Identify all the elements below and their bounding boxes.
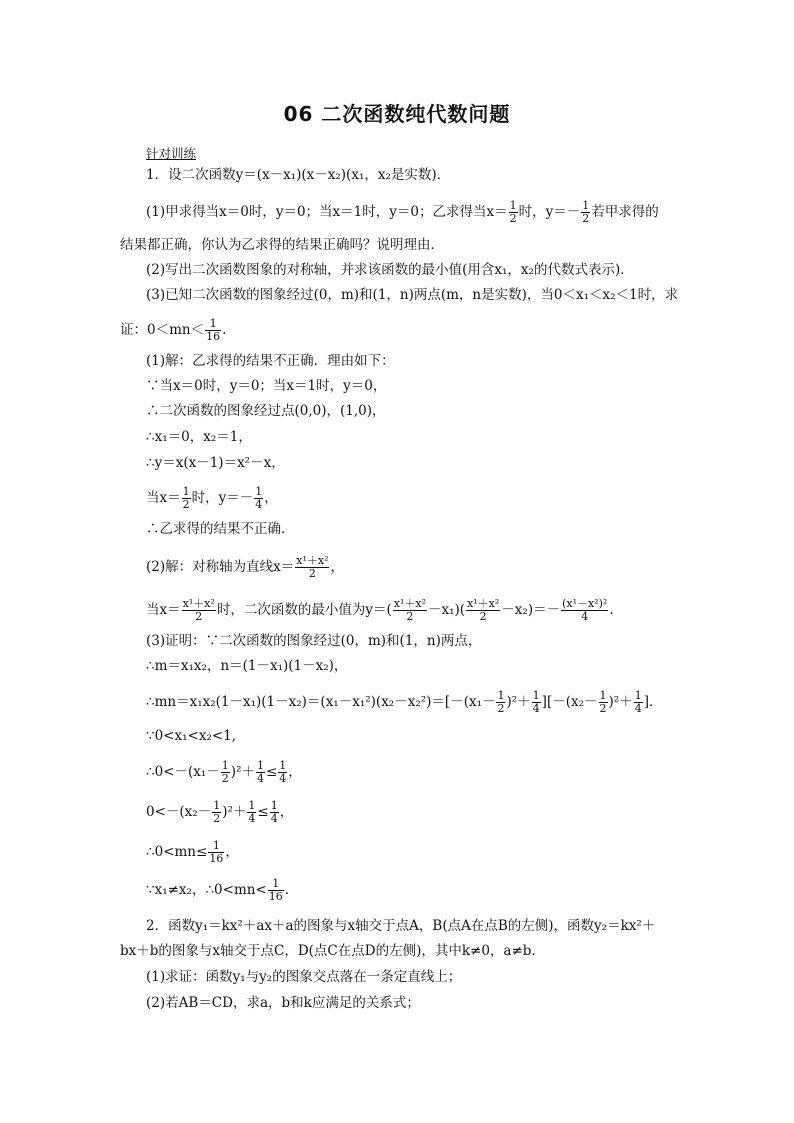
solution-line: 当x＝ $\frac{1}{2}$ 时，y＝－ $\frac{1}{4}$ ， bbox=[146, 485, 278, 511]
fraction-quarter: $\frac{1}{4}$ bbox=[270, 799, 278, 825]
solution-line: ∴0<mn≤ $\frac{1}{16}$ ， bbox=[146, 839, 239, 865]
fraction-1-16: $\frac{1}{16}$ bbox=[268, 877, 283, 903]
section-tag: 针对训练 bbox=[146, 146, 197, 161]
fraction-half: $\frac{1}{2}$ bbox=[582, 199, 590, 225]
fraction-diff-over-4: $\frac{\text{(x¹－x²)²}}{4}$ bbox=[562, 597, 608, 623]
fraction-quarter: $\frac{1}{4}$ bbox=[255, 485, 263, 511]
page-title: 06 二次函数纯代数问题 bbox=[283, 102, 511, 126]
fraction-half: $\frac{1}{2}$ bbox=[221, 759, 229, 785]
fraction-sum-over-2: $\frac{\text{x¹＋x²}}{2}$ bbox=[182, 597, 215, 623]
solution-line: 当x＝ $\frac{\text{x¹＋x²}}{2}$ 时，二次函数的最小值为y＝( $\frac{\text{x¹＋x²}}{2}$ －x₁)( $\frac{\text{x¹＋x²}}{2}$ －x₂)＝－ $\frac{\text{(x¹－x²)²}}{4}$ . bbox=[146, 597, 614, 623]
fraction-half: $\frac{1}{2}$ bbox=[599, 689, 607, 715]
question-1-part-1-cont: 结果都正确，你认为乙求得的结果正确吗？说明理由． bbox=[120, 237, 444, 253]
solution-line: ∴y＝x(x－1)＝x²－x， bbox=[146, 455, 285, 471]
fraction-half: $\frac{1}{2}$ bbox=[213, 799, 221, 825]
question-2-cont: bx＋b的图象与x轴交于点C，D(点C在点D的左侧)，其中k≠0，a≠b． bbox=[120, 943, 545, 959]
fraction-sum-over-2: $\frac{\text{x¹＋x²}}{2}$ bbox=[296, 554, 329, 580]
fraction-quarter: $\frac{1}{4}$ bbox=[279, 759, 287, 785]
fraction-quarter: $\frac{1}{4}$ bbox=[256, 759, 264, 785]
fraction-half: $\frac{1}{2}$ bbox=[497, 689, 505, 715]
solution-line: (3)证明：∵二次函数的图象经过(0，m)和(1，n)两点， bbox=[146, 633, 482, 649]
question-1-part-1: (1)甲求得当x＝0时，y＝0；当x＝1时，y＝0；乙求得当x＝ $\frac{1}{2}$ 时，y＝－ $\frac{1}{2}$ 若甲求得的 bbox=[146, 199, 659, 225]
fraction-sum-over-2: $\frac{\text{x¹＋x²}}{2}$ bbox=[467, 597, 500, 623]
fraction-1-16: $\frac{1}{16}$ bbox=[209, 839, 224, 865]
solution-line: (1)解：乙求得的结果不正确．理由如下： bbox=[146, 353, 395, 369]
question-1-part-2: (2)写出二次函数图象的对称轴，并求该函数的最小值(用含x₁，x₂的代数式表示)． bbox=[146, 262, 634, 278]
solution-line: ∵x₁≠x₂，∴0<mn< $\frac{1}{16}$ . bbox=[146, 877, 290, 903]
fraction-quarter: $\frac{1}{4}$ bbox=[248, 799, 256, 825]
fraction-1-16: $\frac{1}{16}$ bbox=[206, 317, 221, 343]
solution-line: ∴mn＝x₁x₂(1－x₁)(1－x₂)＝(x₁－x₁²)(x₂－x₂²)＝[－(x₁－ $\frac{1}{2}$ )²＋ $\frac{1}{4}$ ][－(x₂－ $\frac{1}{2}$ )²＋ $\frac{1}{4}$ ]． bbox=[146, 689, 663, 715]
question-1: 1．设二次函数y＝(x－x₁)(x－x₂)(x₁，x₂是实数)． bbox=[146, 167, 451, 183]
solution-line: 0<－(x₂－ $\frac{1}{2}$ )²＋ $\frac{1}{4}$ ≤ $\frac{1}{4}$ ， bbox=[146, 799, 294, 825]
fraction-sum-over-2: $\frac{\text{x¹＋x²}}{2}$ bbox=[393, 597, 426, 623]
question-2: 2．函数y₁＝kx²＋ax＋a的图象与x轴交于点A，B(点A在点B的左侧)，函数y₂＝kx²＋ bbox=[146, 918, 656, 934]
solution-line: ∴m＝x₁x₂，n＝(1－x₁)(1－x₂)， bbox=[146, 658, 348, 674]
solution-line: ∴二次函数的图象经过点(0,0)，(1,0)， bbox=[146, 403, 386, 419]
question-1-part-3: (3)已知二次函数的图象经过(0，m)和(1，n)两点(m，n是实数)，当0＜x₁＜x₂＜1时，求 bbox=[146, 287, 679, 303]
solution-line: ∴乙求得的结果不正确． bbox=[146, 521, 295, 537]
solution-line: ∵当x＝0时，y＝0；当x＝1时，y＝0， bbox=[146, 378, 387, 394]
fraction-half: $\frac{1}{2}$ bbox=[509, 199, 517, 225]
solution-line: (2)解：对称轴为直线x＝ $\frac{\text{x¹＋x²}}{2}$ ， bbox=[146, 554, 344, 580]
fraction-half: $\frac{1}{2}$ bbox=[182, 485, 190, 511]
solution-line: ∴x₁＝0，x₂＝1， bbox=[146, 429, 252, 445]
question-2-part-1: (1)求证：函数y₁与y₂的图象交点落在一条定直线上； bbox=[146, 969, 462, 985]
fraction-quarter: $\frac{1}{4}$ bbox=[532, 689, 540, 715]
solution-line: ∵0<x₁<x₂<1, bbox=[146, 728, 237, 744]
question-1-part-3-cont: 证：0＜mn＜ $\frac{1}{16}$ . bbox=[120, 317, 227, 343]
question-2-part-2: (2)若AB＝CD，求a，b和k应满足的关系式； bbox=[146, 995, 420, 1011]
solution-line: ∴0<－(x₁－ $\frac{1}{2}$ )²＋ $\frac{1}{4}$ ≤ $\frac{1}{4}$ ， bbox=[146, 759, 302, 785]
fraction-quarter: $\frac{1}{4}$ bbox=[634, 689, 642, 715]
